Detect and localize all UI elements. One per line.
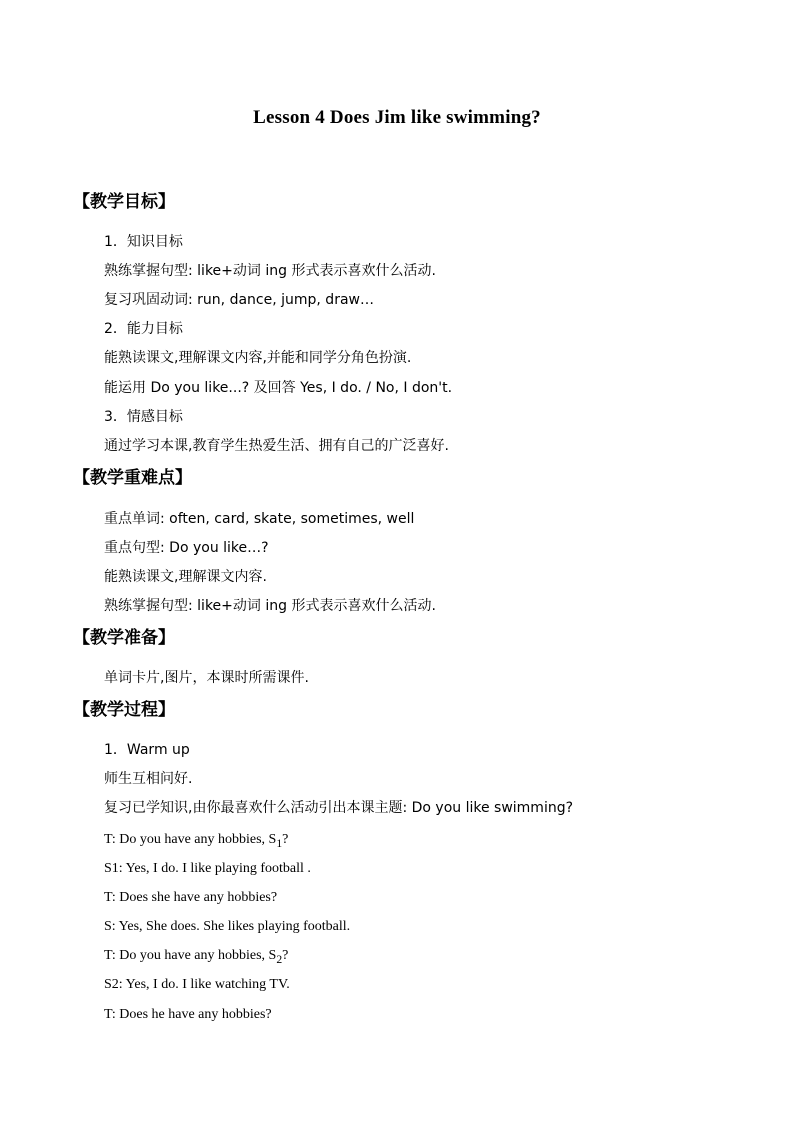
dialogue-line: S2: Yes, I do. I like watching TV.	[104, 977, 290, 992]
lesson-title: Lesson 4 Does Jim like swimming?	[253, 107, 541, 128]
section-heading-preparation: 【教学准备】	[73, 628, 175, 648]
preparation-line: 单词卡片,图片，本课时所需课件.	[104, 670, 309, 686]
objective-line: 1．知识目标	[104, 234, 183, 250]
dialogue-line: T: Do you have any hobbies, $S_1$?	[104, 832, 289, 850]
objective-line: 复习巩固动词: run, dance, jump, draw…	[104, 292, 374, 308]
key-point-line: 熟练掌握句型: like+动词 ing 形式表示喜欢什么活动.	[104, 598, 436, 614]
key-point-line: 能熟读课文,理解课文内容.	[104, 569, 267, 585]
key-point-line: 重点句型: Do you like…?	[104, 540, 269, 556]
dialogue-line: T: Does he have any hobbies?	[104, 1007, 272, 1022]
process-line: 师生互相问好.	[104, 771, 193, 787]
dialogue-line: T: Does she have any hobbies?	[104, 890, 278, 905]
objective-line: 2．能力目标	[104, 321, 183, 337]
process-line: 1．Warm up	[104, 742, 190, 758]
objective-line: 通过学习本课,教育学生热爱生活、拥有自己的广泛喜好.	[104, 438, 449, 454]
objective-line: 能运用 Do you like...? 及回答 Yes, I do. / No, I don't.	[104, 380, 453, 396]
objective-line: 熟练掌握句型: like+动词 ing 形式表示喜欢什么活动.	[104, 263, 436, 279]
dialogue-line: T: Do you have any hobbies, $S_2$?	[104, 948, 289, 966]
dialogue-line: S: Yes, She does. She likes playing football.	[104, 919, 351, 934]
section-heading-objectives: 【教学目标】	[73, 192, 175, 212]
process-line: 复习已学知识,由你最喜欢什么活动引出本课主题: Do you like swimming?	[104, 800, 574, 816]
objective-line: 3．情感目标	[104, 409, 183, 425]
key-point-line: 重点单词: often, card, skate, sometimes, well	[104, 511, 415, 527]
objective-line: 能熟读课文,理解课文内容,并能和同学分角色扮演.	[104, 350, 412, 366]
section-heading-process: 【教学过程】	[73, 700, 175, 720]
dialogue-line: S1: Yes, I do. I like playing football .	[104, 861, 311, 876]
section-heading-key-points: 【教学重难点】	[73, 468, 192, 488]
